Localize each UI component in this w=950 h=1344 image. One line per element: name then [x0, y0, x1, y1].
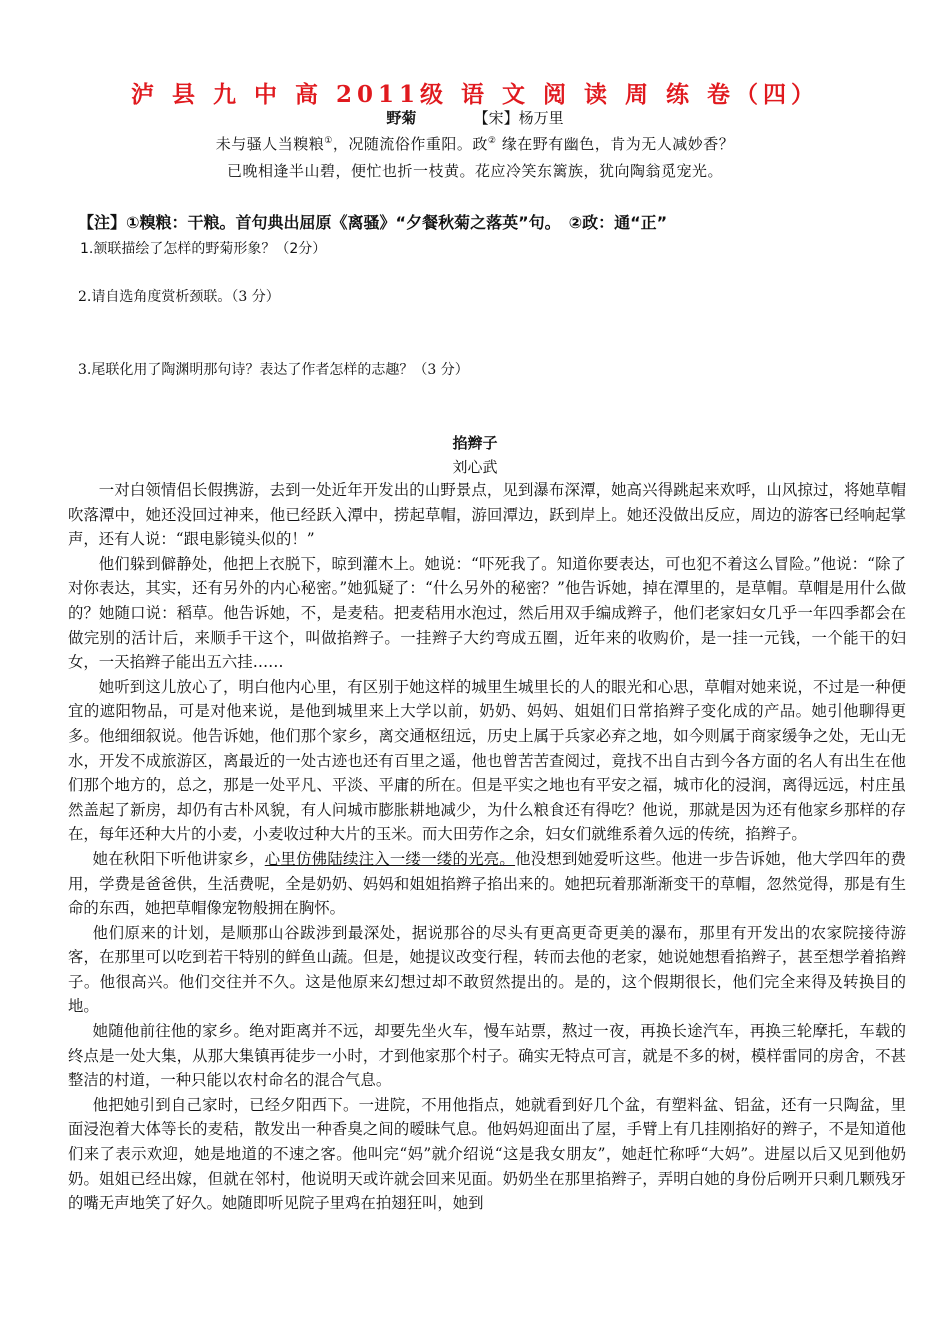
story-paragraph-7: 他把她引到自己家时，已经夕阳西下。一进院，不用他指点，她就看到好几个盆，有塑料盆、铝盆，还有一只陶盆，里面浸泡着大体等长的麦秸，散发出一种香臭之间的暧昧气息。他妈妈迎面出了屋，手臂上有几挂刚掐好的辫子，不是知道他们来了表示欢迎，她是地道的不速之客。他叫完“妈”就介绍说“这是我女朋友”，她赶忙称呼“大妈”。进屋以后又见到他奶奶。姐姐已经出嫁，但就在邻村，他说明天或许就会回来见面。奶奶坐在那里掐辫子，弄明白她的身份后咧开只剩几颗残牙的嘴无声地笑了好久。她随即听见院子里鸡在拍翅狂叫，她到 [68, 1095, 906, 1213]
story-title: 掐辫子 [452, 434, 498, 452]
story-paragraph-6: 她随他前往他的家乡。绝对距离并不远，却要先坐火车，慢车站票，熬过一夜，再换长途汽车，再换三轮摩托，车载的终点是一处大集，从那大集镇再徒步一小时，才到他家那个村子。确实无特点可言，就是不多的树，模样雷同的房舍，不甚整洁的村道，一种只能以农村命名的混合气息。 [68, 1022, 906, 1090]
story-paragraph-4 [68, 847, 906, 921]
footnote-mark-1: ① [324, 136, 333, 146]
poem-note: 【注】①糗粮：干粮。首句典出屈原《离骚》“夕餐秋菊之落英”句。 ②政：通“正” [78, 213, 668, 232]
poem-line-1 [0, 133, 950, 154]
story-paragraph-1: 一对白领情侣长假携游，去到一处近年开发出的山野景点，见到瀑布深潭，她高兴得跳起来欢呼，山风掠过，将她草帽吹落潭中，她还没回过神来，他已经跃入潭中，捞起草帽，游回潭边，跃到岸上。她还没做出反应，周边的游客已经响起掌声，还有人说：“跟电影镜头似的！” [68, 481, 906, 549]
poem-line-2: 已晚相逢半山碧，便忙也折一枝黄。花应冷笑东篱族，犹向陶翁觅宠光。 [226, 162, 723, 180]
paragraph-4-end: 他没想到她爱听这些。他进一步告诉她，他大学四年的费用，学费是爸爸供，生活费呢，全是奶奶、妈妈和姐姐掐辫子掐出来的。她把玩着那渐渐变干的草帽，忽然觉得，那是有生命的东西，她把草帽像宠物般拥在胸怀。 [68, 849, 906, 918]
poem-line-1-part-a: 未与骚人当糗粮 [215, 135, 325, 153]
paragraph-4-start: 她在秋阳下听他讲家乡， [92, 849, 265, 868]
question-2: 2.请自选角度赏析颈联。（3 分） [78, 289, 280, 305]
story-author: 刘心武 [452, 458, 498, 476]
question-3: 3.尾联化用了陶渊明那句诗？表达了作者怎样的志趣？（3 分） [78, 362, 469, 378]
story-body [68, 478, 906, 1216]
poem-author: 【宋】杨万里 [473, 109, 564, 127]
poem-line-1-part-c: 缘在野有幽色，肯为无人减妙香？ [496, 135, 735, 153]
poem-header [0, 107, 950, 128]
poem-title: 野菊 [386, 109, 417, 127]
story-paragraph-2: 他们躲到僻静处，他把上衣脱下，晾到灌木上。她说：“吓死我了。知道你要表达，可也犯不着这么冒险。”他说：“除了对你表达，其实，还有另外的内心秘密。”她狐疑了：“什么另外的秘密？”他告诉她，掉在潭里的，是草帽。草帽是用什么做的？她随口说：稻草。他告诉她，不，是麦秸。把麦秸用水泡过，然后用双手编成辫子，他们老家妇女几乎一年四季都会在做完别的活计后，来顺手干这个，叫做掐辫子。一挂辫子大约弯成五圈，近年来的收购价，是一挂一元钱，一个能干的妇女，一天掐辫子能出五六挂…… [68, 554, 906, 672]
question-1: 1.颔联描绘了怎样的野菊形象？（2分） [80, 241, 327, 257]
underlined-sentence: 心里仿佛陆续注入一缕一缕的光亮。 [264, 849, 516, 868]
story-paragraph-5: 他们原来的计划，是顺那山谷跋涉到最深处，据说那谷的尽头有更高更奇更美的瀑布，那里有开发出的农家院接待游客，在那里可以吃到若干特别的鲜鱼山蔬。但是，她提议改变行程，转而去他的老家，她说她想看掐辫子，甚至想学着掐辫子。他很高兴。他们交往并不久。这是他原来幻想过却不敢贸然提出的。是的，这个假期很长，他们完全来得及转换目的地。 [68, 923, 906, 1016]
page-title: 泸 县 九 中 高 2011级 语 文 阅 读 周 练 卷（四） [130, 81, 820, 108]
poem-line-1-part-b: ，况随流俗作重阳。政 [332, 135, 488, 153]
story-paragraph-3: 她听到这儿放心了，明白他内心里，有区别于她这样的城里生城里长的人的眼光和心思，草帽对她来说，不过是一种便宜的遮阳物品，可是对他来说，是他到城里来上大学以前，奶奶、妈妈、姐姐们日常掐辫子变化成的产品。她引他聊得更多。他细细叙说。他告诉她，他们那个家乡，离交通枢纽远，历史上属于兵家必弃之地，如今则属于商家缓争之处，无山无水，开发不成旅游区，离最近的一处古迹也还有百里之遥，他也曾苦苦查阅过，竟找不出自古到今各方面的名人有出生在他们那个地方的，总之，那是一处平凡、平淡、平庸的所在。但是平实之地也有平安之福，城市化的浸润，离得远远，村庄虽然盖起了新房，却仍有古朴风貌，有人问城市膨胀耕地减少，为什么粮食还有得吃？他说，那就是因为还有他家乡那样的存在，每年还种大片的小麦，小麦收过种大片的玉米。而大田劳作之余，妇女们就维系着久远的传统，掐辫子。 [68, 677, 906, 844]
footnote-mark-2: ② [487, 136, 497, 146]
